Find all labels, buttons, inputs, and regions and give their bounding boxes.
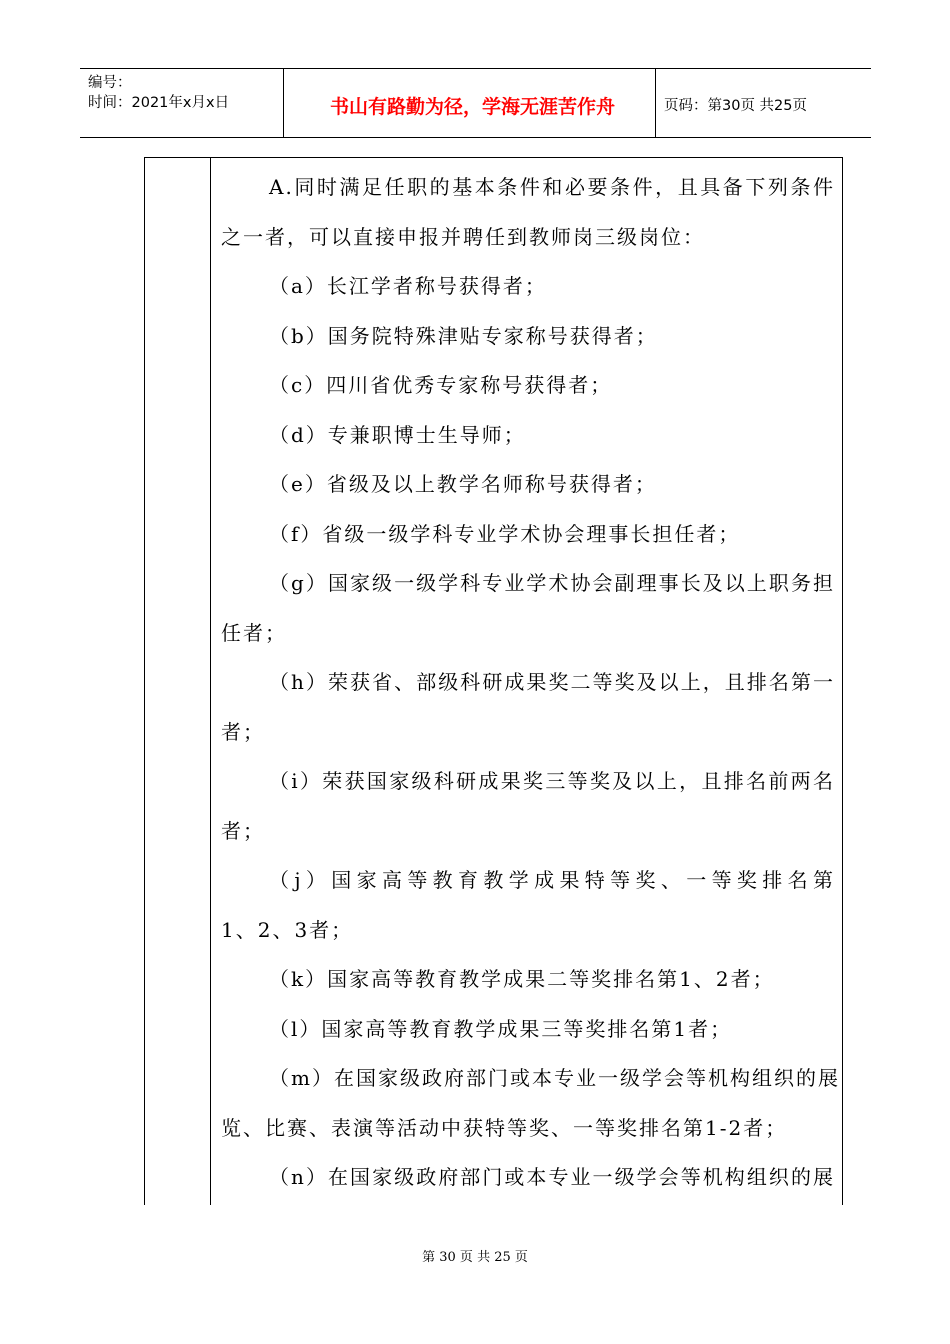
list-item: （a）长江学者称号获得者； (269, 274, 547, 298)
content-table (144, 157, 843, 1205)
document-number-label: 编号： (88, 75, 132, 91)
header-page-info: 页码：第30页 共25页 (664, 98, 808, 114)
header-motto: 书山有路勤为径，学海无涯苦作舟 (329, 96, 615, 118)
list-item-continuation: 1、2、3者； (221, 917, 354, 942)
table-column-divider (210, 158, 211, 1205)
list-item: （n）在国家级政府部门或本专业一级学会等机构组织的展 (269, 1165, 835, 1189)
page-header (80, 68, 871, 138)
list-item-continuation: 者； (221, 818, 265, 843)
list-item: （i）荣获国家级科研成果奖三等奖及以上，且排名前两名 (269, 769, 835, 793)
list-item: （d）专兼职博士生导师； (269, 422, 526, 447)
list-item: （c）四川省优秀专家称号获得者； (269, 373, 613, 397)
list-item: （h）荣获省、部级科研成果奖二等奖及以上，且排名第一 (269, 670, 835, 694)
list-item-continuation: 任者； (221, 620, 287, 645)
text-line: 之一者，可以直接申报并聘任到教师岗三级岗位： (221, 224, 705, 249)
list-item: （m）在国家级政府部门或本专业一级学会等机构组织的展 (269, 1066, 840, 1090)
list-item: （f）省级一级学科专业学术协会理事长担任者； (269, 521, 741, 546)
header-divider (283, 69, 284, 137)
list-item: （j）国家高等教育教学成果特等奖、一等奖排名第 (269, 868, 835, 892)
list-item-continuation: 览、比赛、表演等活动中获特等奖、一等奖排名第1-2者； (221, 1115, 788, 1140)
list-item: （g）国家级一级学科专业学术协会副理事长及以上职务担 (269, 571, 835, 595)
list-item-continuation: 者； (221, 719, 265, 744)
list-item: （k）国家高等教育教学成果二等奖排名第1、2者； (269, 967, 775, 991)
table-text-cell (221, 168, 840, 1208)
header-meta (88, 73, 229, 113)
list-item: （l）国家高等教育教学成果三等奖排名第1者； (269, 1016, 733, 1041)
list-item: （e）省级及以上教学名师称号获得者； (269, 472, 657, 496)
header-divider (655, 69, 656, 137)
document-date-label: 时间：2021年x月x日 (88, 95, 230, 111)
text-line: A.同时满足任职的基本条件和必要条件，且具备下列条件 (269, 175, 835, 199)
list-item: （b）国务院特殊津贴专家称号获得者； (269, 323, 658, 348)
page-footer: 第 30 页 共 25 页 (422, 1250, 528, 1265)
